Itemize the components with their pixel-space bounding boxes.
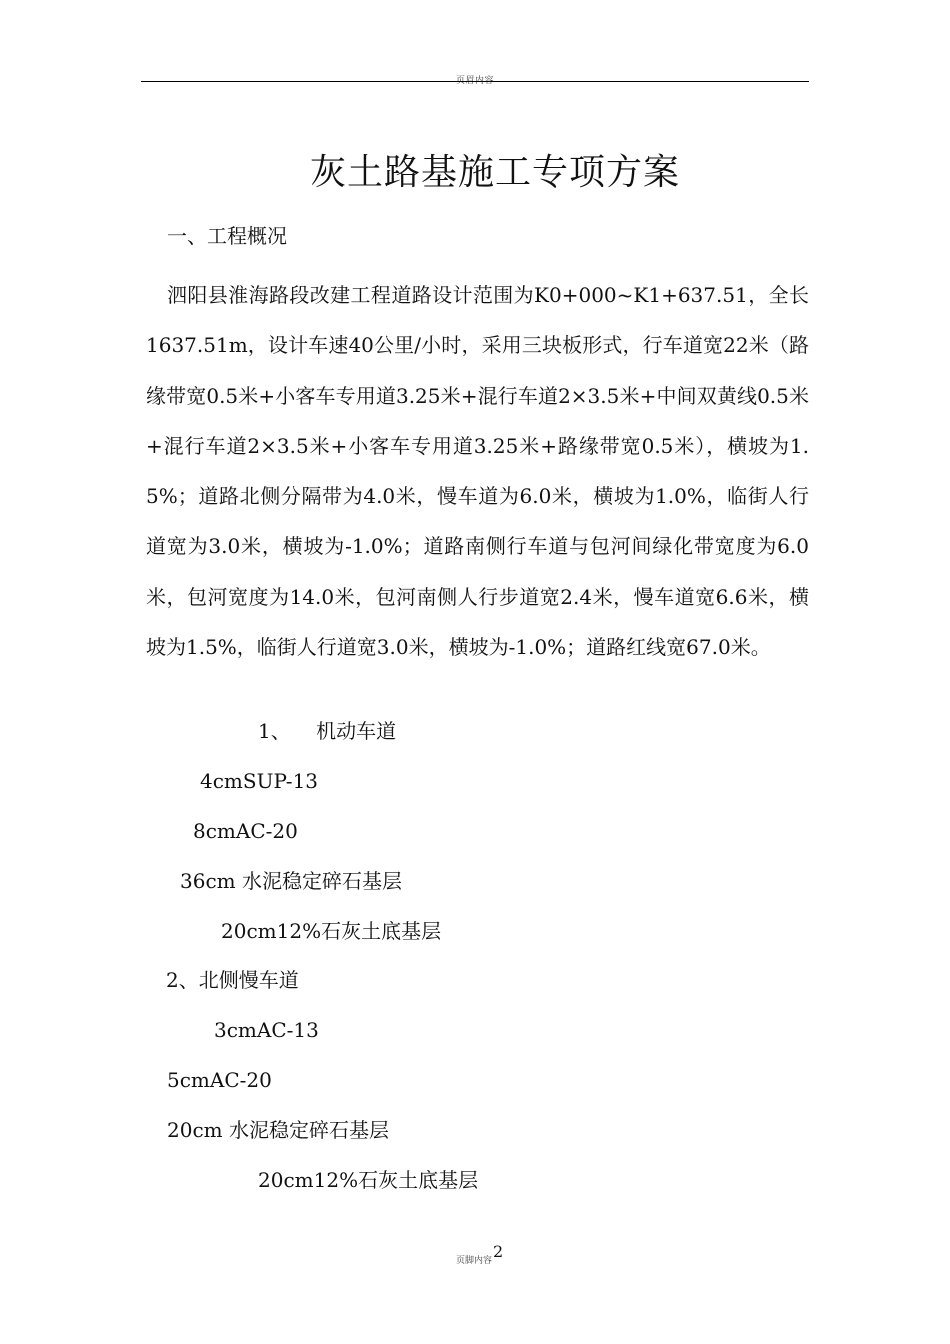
north-slow-lane-layer-1: 3cmAC-13 [214,1018,319,1042]
north-slow-lane-layer-2: 5cmAC-20 [167,1068,272,1092]
motor-lane-layer-1: 4cmSUP-13 [200,769,319,793]
header-rule [141,81,809,82]
overview-paragraph: 泗阳县淮海路段改建工程道路设计范围为K0+000~K1+637.51，全长1637.51m，设计车速40公里/小时，采用三块板形式，行车道宽22米（路缘带宽0.5米+小客车专用道3.25米+混行车道2×3.5米+中间双黄线0.5米+混行车道2×3.5米+小客车专用道3.25米+路缘带宽0.5米），横坡为1.5%；道路北侧分隔带为4.0米，慢车道为6.0米，横坡为1.0%，临街人行道宽为3.0米，横坡为-1.0%；道路南侧行车道与包河间绿化带宽度为6.0米，包河宽度为14.0米，包河南侧人行步道宽2.4米，慢车道宽6.6米，横坡为1.5%，临街人行道宽3.0米，横坡为-1.0%；道路红线宽67.0米。 [146,283,809,660]
document-title: 灰土路基施工专项方案 [309,152,680,193]
motor-lane-layer-3: 36cm 水泥稳定碎石基层 [180,869,402,893]
section-heading-overview: 一、工程概况 [167,224,287,248]
north-slow-lane-heading: 2、北侧慢车道 [166,968,299,992]
footer-text: 页脚内容 [456,1256,493,1266]
motor-lane-layer-4: 20cm12%石灰土底基层 [221,919,442,943]
north-slow-lane-layer-3: 20cm 水泥稳定碎石基层 [167,1118,389,1142]
north-slow-lane-layer-4: 20cm12%石灰土底基层 [258,1168,479,1192]
page-number: 2 [493,1242,504,1261]
motor-lane-heading: 1、 机动车道 [258,719,397,743]
page-footer [456,1242,504,1267]
page-header-text: 页眉内容 [455,76,494,86]
motor-lane-layer-2: 8cmAC-20 [193,819,298,843]
